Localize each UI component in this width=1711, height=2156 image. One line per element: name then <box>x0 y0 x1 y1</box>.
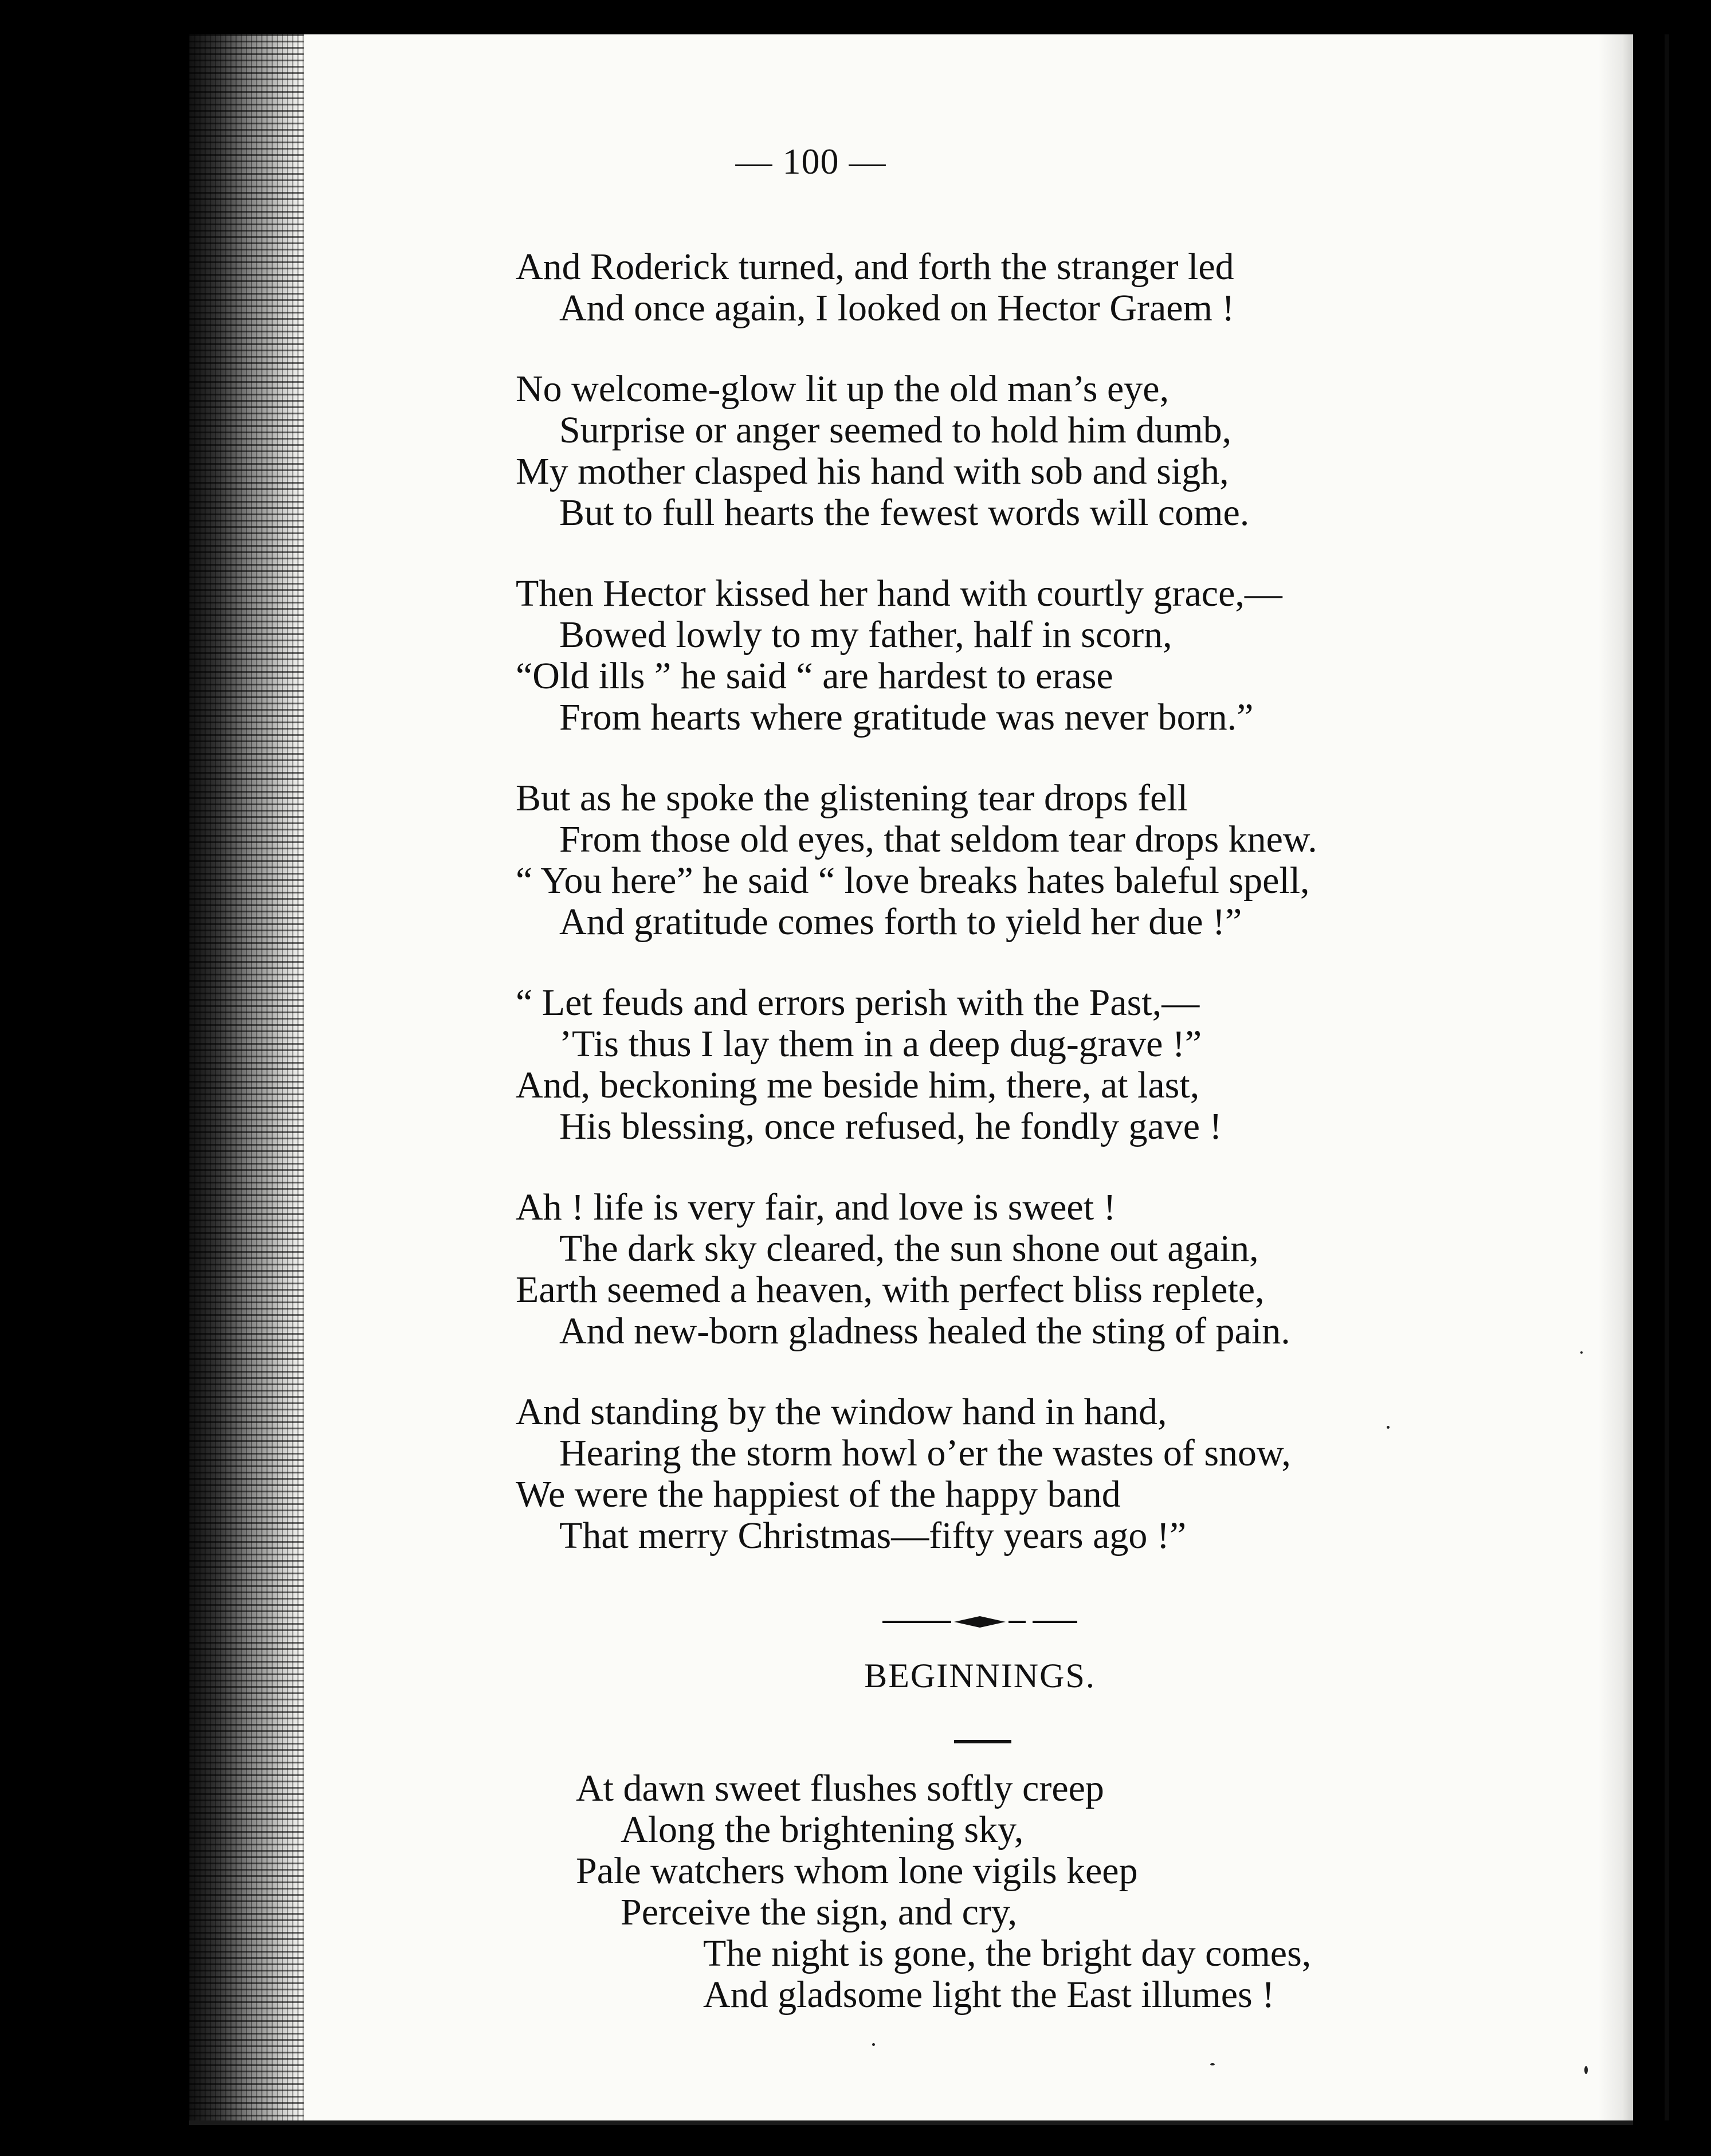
stanza <box>516 1187 1490 1352</box>
bottom-edge <box>189 2120 1633 2125</box>
page-number: — 100 — <box>735 141 886 182</box>
poem-line: At dawn sweet flushes softly creep <box>576 1767 1104 1809</box>
scanned-left-edge <box>189 34 304 2120</box>
poem-line: And standing by the window hand in hand, <box>516 1391 1167 1433</box>
poem-beginnings <box>576 1768 1435 2016</box>
ornament-divider <box>882 1610 1077 1633</box>
poem-line: That merry Christmas—fifty years ago !” <box>559 1515 1187 1557</box>
poem-line: “ You here” he said “ love breaks hates baleful spell, <box>516 860 1310 901</box>
poem-line: And Roderick turned, and forth the stranger led <box>516 246 1234 288</box>
poem-line: But as he spoke the glistening tear drops fell <box>516 777 1188 819</box>
poem-body <box>516 246 1490 1557</box>
poem-line: Pale watchers whom lone vigils keep <box>576 1850 1138 1892</box>
speck <box>1387 1426 1390 1429</box>
poem-line: And, beckoning me beside him, there, at last, <box>516 1064 1200 1106</box>
poem-line: “ Let feuds and errors perish with the Past,— <box>516 982 1200 1024</box>
poem-line: And new-born gladness healed the sting of pain. <box>559 1310 1290 1352</box>
poem-line: And gladsome light the East illumes ! <box>703 1974 1275 2016</box>
poem-line: Earth seemed a heaven, with perfect bliss replete, <box>516 1269 1265 1311</box>
stanza <box>516 369 1490 534</box>
poem-line: Then Hector kissed her hand with courtly grace,— <box>516 573 1282 614</box>
poem-line: ’Tis thus I lay them in a deep dug-grave !” <box>559 1023 1202 1065</box>
poem-line: “Old ills ” he said “ are hardest to erase <box>516 655 1113 697</box>
poem-line: From those old eyes, that seldom tear drops knew. <box>559 818 1317 860</box>
stanza <box>516 1391 1490 1557</box>
poem-line: From hearts where gratitude was never born.” <box>559 696 1254 738</box>
poem-line: Hearing the storm howl o’er the wastes of snow, <box>559 1432 1291 1474</box>
speck <box>1210 2063 1215 2065</box>
poem-line: Surprise or anger seemed to hold him dumb, <box>559 409 1232 451</box>
poem-line: Ah ! life is very fair, and love is sweet ! <box>516 1186 1116 1228</box>
poem-line: Perceive the sign, and cry, <box>621 1891 1018 1933</box>
scanned-right-edge <box>1599 34 1633 2120</box>
poem-line: The night is gone, the bright day comes, <box>703 1932 1312 1974</box>
poem-line: And gratitude comes forth to yield her due !” <box>559 901 1242 943</box>
speck <box>872 2043 875 2046</box>
gutter-line <box>1665 34 1669 2120</box>
poem-line: Bowed lowly to my father, half in scorn, <box>559 614 1172 656</box>
stanza <box>516 573 1490 738</box>
poem-line: My mother clasped his hand with sob and sigh, <box>516 450 1229 492</box>
stanza <box>516 778 1490 943</box>
stanza <box>516 982 1490 1147</box>
speck <box>1584 2066 1588 2074</box>
poem-line: No welcome-glow lit up the old man’s eye, <box>516 368 1170 410</box>
speck <box>1580 1351 1583 1354</box>
poem-line: We were the happiest of the happy band <box>516 1473 1121 1515</box>
poem-line: Along the brightening sky, <box>621 1809 1024 1851</box>
title-rule <box>954 1740 1011 1743</box>
stanza <box>516 246 1490 329</box>
section-title: BEGINNINGS. <box>864 1657 1096 1695</box>
poem-line: His blessing, once refused, he fondly gave ! <box>559 1106 1222 1147</box>
poem-line: But to full hearts the fewest words will come. <box>559 492 1250 534</box>
poem-line: And once again, I looked on Hector Graem ! <box>559 287 1235 329</box>
poem-line: The dark sky cleared, the sun shone out again, <box>559 1228 1259 1269</box>
